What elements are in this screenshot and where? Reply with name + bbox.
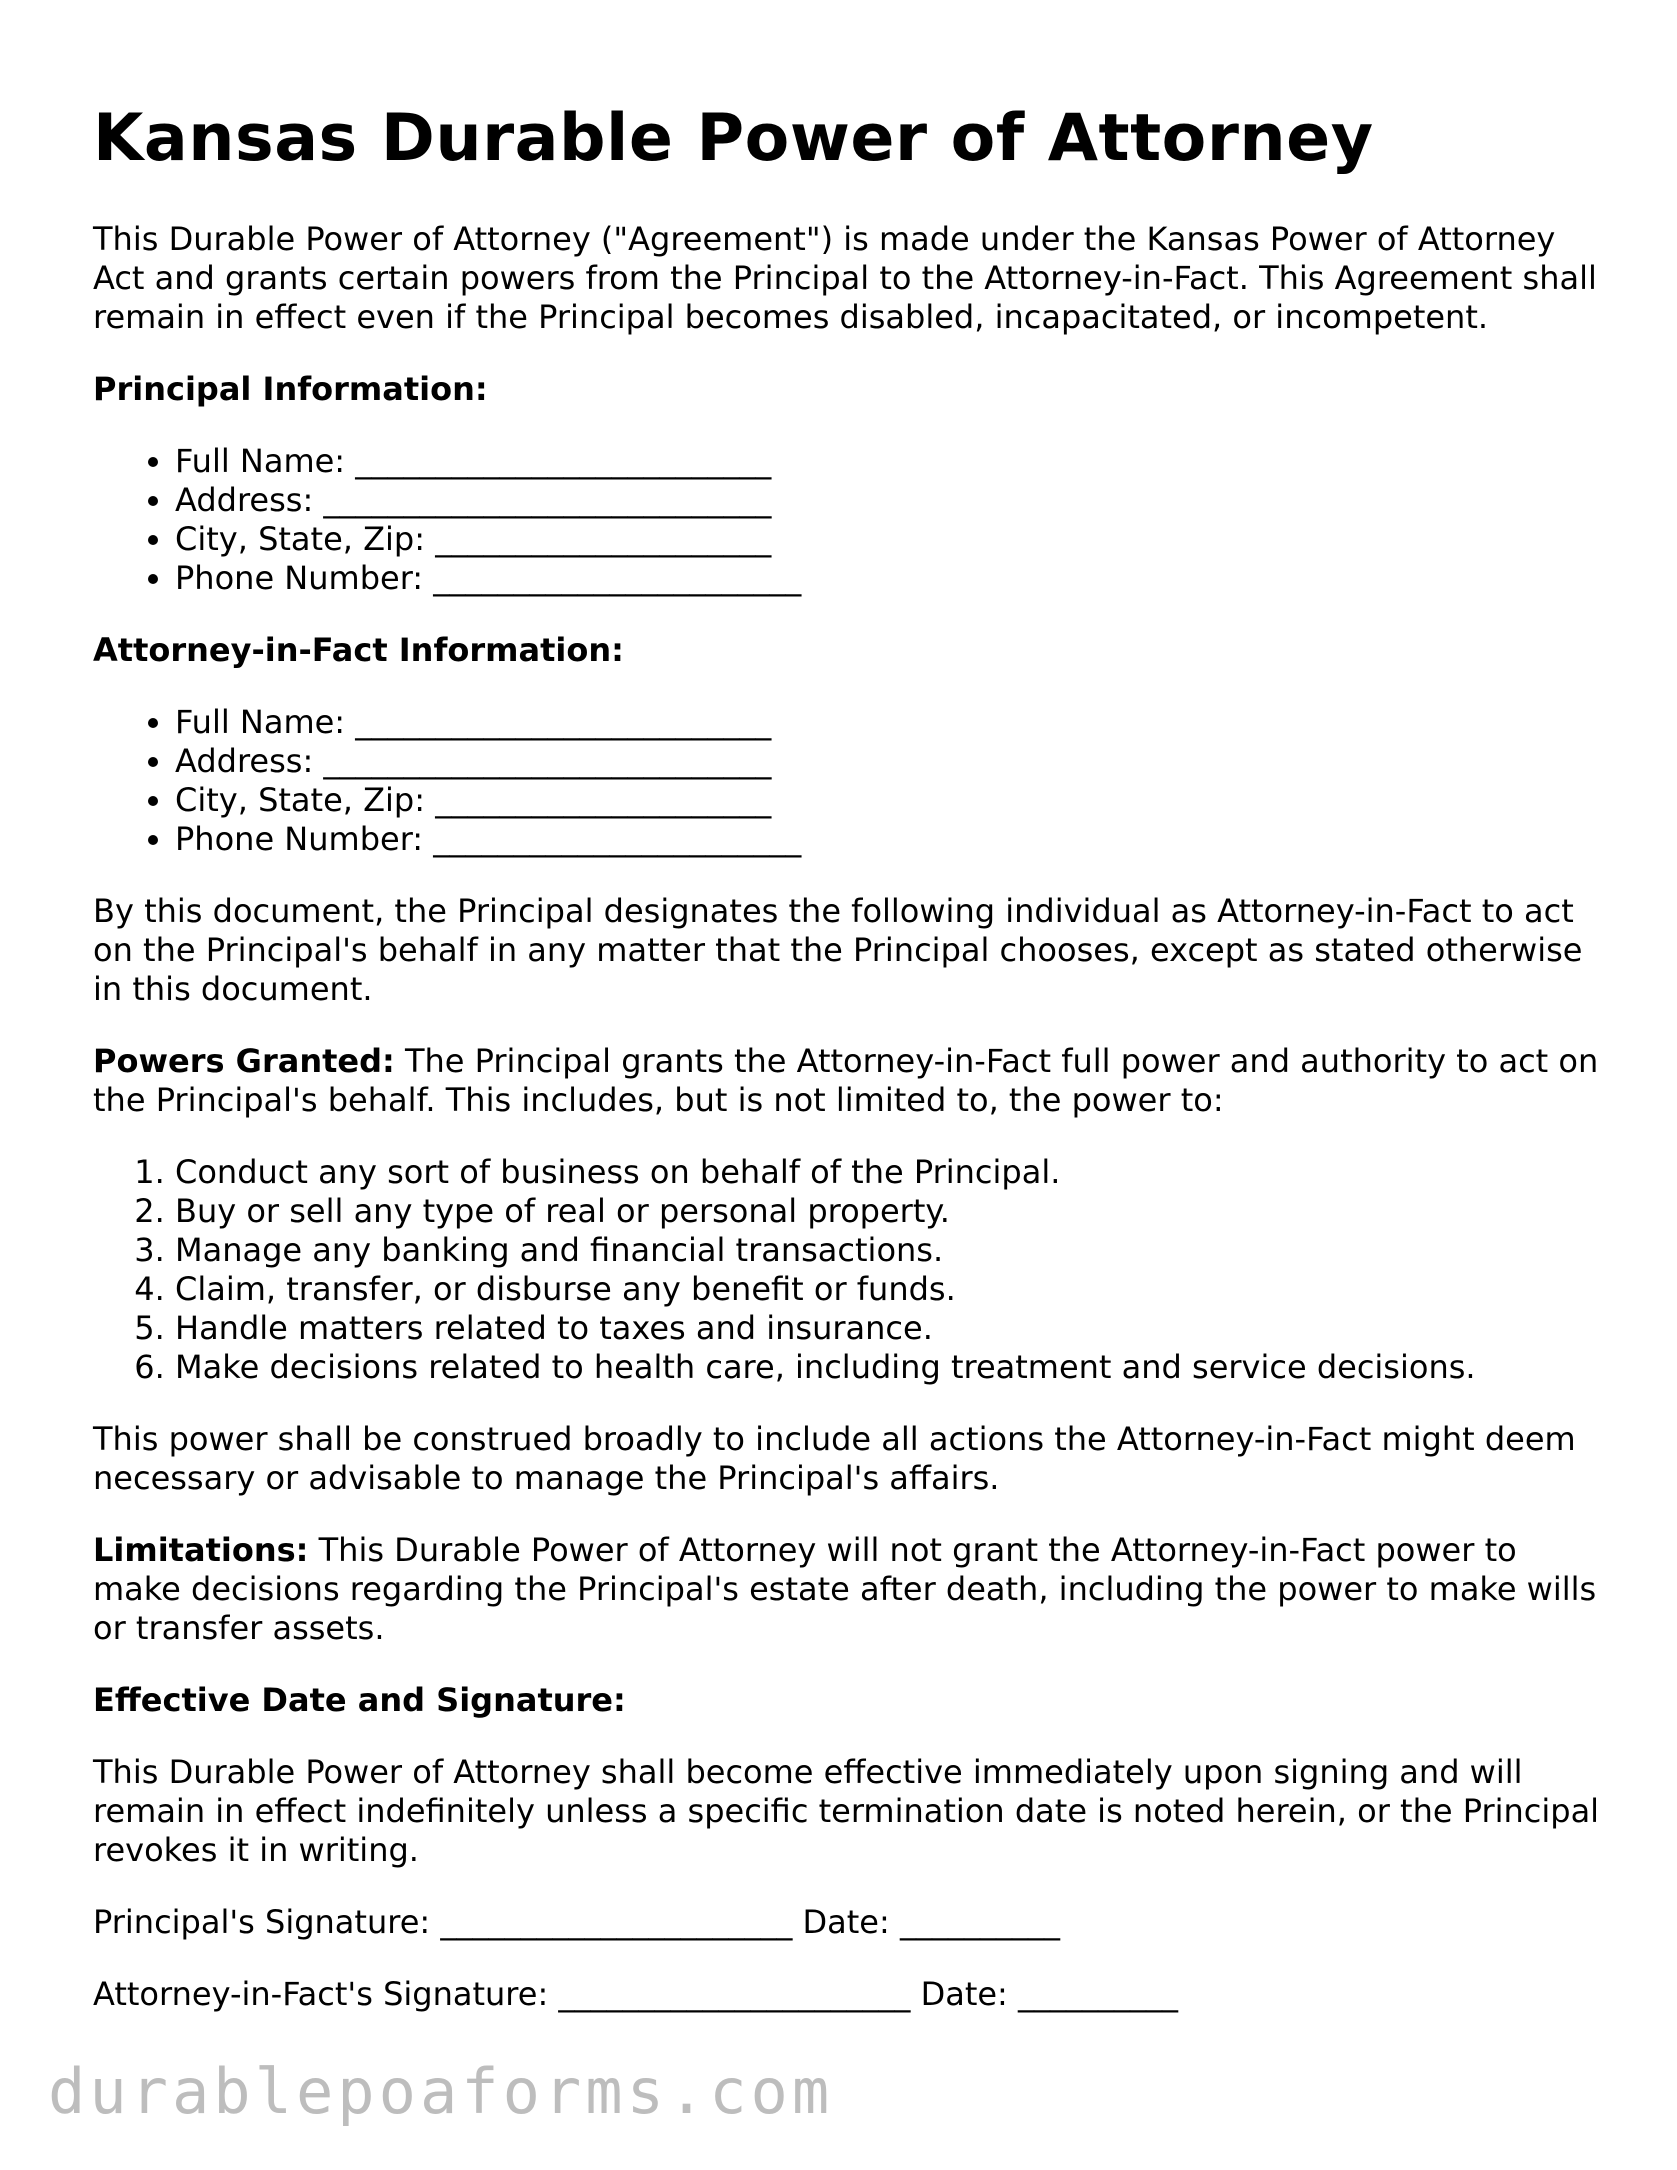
limitations-label: Limitations: — [93, 1531, 309, 1569]
effective-heading: Effective Date and Signature: — [93, 1681, 626, 1719]
construed-paragraph: This power shall be construed broadly to include all actions the Attorney-in-Fact might deem necessary or advisable to manage the Principal's affairs. — [93, 1420, 1576, 1497]
power-item: 1. Conduct any sort of business on behalf of the Principal. — [175, 1153, 1613, 1192]
attorney-address-field: • Address: ____________________________ — [175, 742, 1613, 781]
power-item: 3. Manage any banking and financial transactions. — [175, 1231, 1613, 1270]
attorney-heading: Attorney-in-Fact Information: — [93, 631, 624, 669]
power-item: 5. Handle matters related to taxes and insurance. — [175, 1309, 1613, 1348]
attorney-phone-field: • Phone Number: _______________________ — [175, 820, 1613, 859]
power-item: 6. Make decisions related to health care, including treatment and service decisions. — [175, 1348, 1613, 1387]
principal-address-field: • Address: ____________________________ — [175, 481, 1613, 520]
principal-city-state-zip-field: • City, State, Zip: _____________________ — [175, 520, 1613, 559]
power-item: 2. Buy or sell any type of real or personal property. — [175, 1192, 1613, 1231]
powers-list — [93, 1153, 1613, 1387]
principal-full-name-field: • Full Name: __________________________ — [175, 442, 1613, 481]
principal-signature-line: Principal's Signature: ______________________ Date: __________ — [93, 1903, 1060, 1941]
limitations-text: This Durable Power of Attorney will not grant the Attorney-in-Fact power to make decisions regarding the Principal's estate after death, including the power to make wills or transfer assets. — [93, 1531, 1597, 1647]
principal-fields-list — [93, 442, 1613, 598]
intro-paragraph: This Durable Power of Attorney ("Agreement") is made under the Kansas Power of Attorney Act and grants certain powers from the Principal to the Attorney-in-Fact. This Agreement shall remain in effect even if the Principal becomes disabled, incapacitated, or incompetent. — [93, 220, 1597, 336]
attorney-city-state-zip-field: • City, State, Zip: _____________________ — [175, 781, 1613, 820]
attorney-fields-list — [93, 703, 1613, 859]
designation-paragraph: By this document, the Principal designates the following individual as Attorney-in-Fact to act on the Principal's behalf in any matter that the Principal chooses, except as stated otherwise in this document. — [93, 892, 1583, 1008]
document-page — [93, 100, 1613, 2047]
principal-phone-field: • Phone Number: _______________________ — [175, 559, 1613, 598]
watermark: durablepoaforms.com — [48, 2055, 834, 2128]
effective-paragraph: This Durable Power of Attorney shall become effective immediately upon signing and will remain in effect indefinitely unless a specific termination date is noted herein, or the Principal revokes it in writing. — [93, 1753, 1600, 1869]
limitations-paragraph — [93, 1531, 1613, 1648]
power-item: 4. Claim, transfer, or disburse any benefit or funds. — [175, 1270, 1613, 1309]
document-title: Kansas Durable Power of Attorney — [93, 101, 1374, 176]
attorney-signature-line: Attorney-in-Fact's Signature: ______________________ Date: __________ — [93, 1975, 1178, 2013]
attorney-full-name-field: • Full Name: __________________________ — [175, 703, 1613, 742]
powers-text: The Principal grants the Attorney-in-Fact full power and authority to act on the Principal's behalf. This includes, but is not limited to, the power to: — [93, 1042, 1599, 1119]
powers-label: Powers Granted: — [93, 1042, 395, 1080]
principal-heading: Principal Information: — [93, 370, 488, 408]
powers-paragraph — [93, 1042, 1613, 1120]
